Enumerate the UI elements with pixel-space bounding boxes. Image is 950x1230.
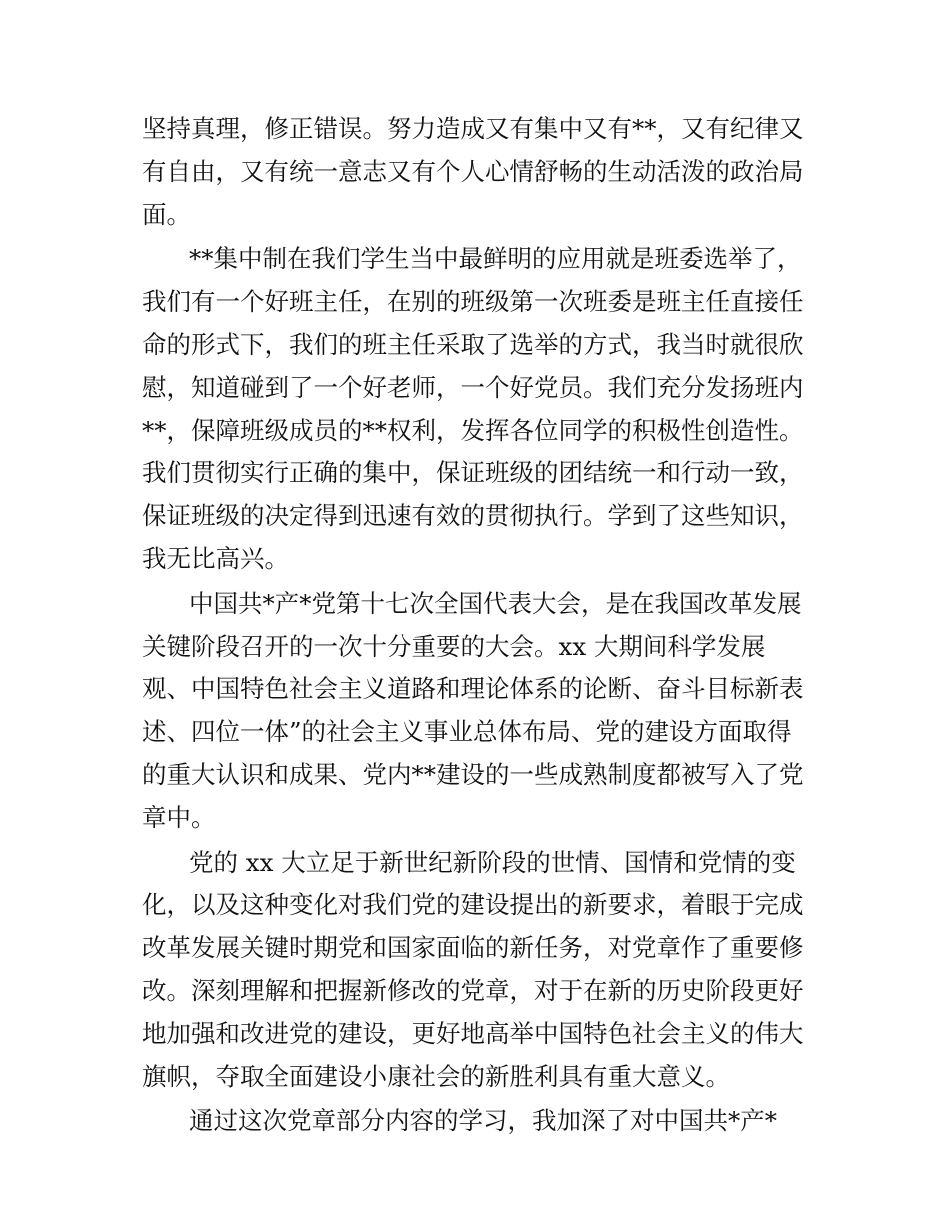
- text-line: 通过这次党章部分内容的学习，我加深了对中国共*产*: [189, 1106, 777, 1136]
- text-line: 中国共*产*党第十七次全国代表大会，是在我国改革发展: [189, 588, 802, 618]
- text-line: **，保障班级成员的**权利，发挥各位同学的积极性创造性。: [142, 415, 804, 445]
- text-line: 我们有一个好班主任，在别的班级第一次班委是班主任直接任: [142, 287, 804, 317]
- text-line: 的重大认识和成果、党内**建设的一些成熟制度都被写入了党: [142, 759, 804, 789]
- text-line: 关键阶段召开的一次十分重要的大会。xx 大期间科学发展: [142, 631, 766, 661]
- paragraph-4: [142, 842, 822, 1099]
- text-line: 改革发展关键时期党和国家面临的新任务，对党章作了重要修: [142, 933, 804, 963]
- paragraph-2: [142, 238, 822, 580]
- text-line: 命的形式下，我们的班主任采取了选举的方式，我当时就很欣: [142, 329, 804, 359]
- paragraph-1: [142, 108, 822, 236]
- text-line: 慰，知道碰到了一个好老师，一个好党员。我们充分发扬班内: [142, 372, 804, 402]
- text-line: 面。: [142, 199, 191, 229]
- text-line: 坚持真理，修正错误。努力造成又有集中又有**，又有纪律又: [142, 114, 804, 143]
- text-line: 章中。: [142, 802, 216, 832]
- text-line: 改。深刻理解和把握新修改的党章，对于在新的历史阶段更好: [142, 975, 804, 1005]
- document-body: [142, 108, 822, 1143]
- text-line: **集中制在我们学生当中最鲜明的应用就是班委选举了，: [189, 244, 802, 274]
- text-line: 保证班级的决定得到迅速有效的贯彻执行。学到了这些知识，: [142, 501, 804, 531]
- text-line: 地加强和改进党的建设，更好地高举中国特色社会主义的伟大: [142, 1018, 804, 1048]
- text-line: 党的 xx 大立足于新世纪新阶段的世情、国情和党情的变: [189, 847, 796, 877]
- text-line: 旗帜，夺取全面建设小康社会的新胜利具有重大意义。: [142, 1061, 730, 1091]
- paragraph-5: [142, 1100, 822, 1143]
- text-line: 我们贯彻实行正确的集中，保证班级的团结统一和行动一致，: [142, 458, 804, 488]
- text-line: 有自由，又有统一意志又有个人心情舒畅的生动活泼的政治局: [142, 156, 804, 186]
- text-line: 观、中国特色社会主义道路和理论体系的论断、奋斗目标新表: [142, 674, 804, 704]
- text-line: 我无比高兴。: [142, 543, 289, 573]
- paragraph-3: [142, 583, 822, 840]
- text-line: 述、四位一体”的社会主义事业总体布局、党的建设方面取得: [142, 717, 792, 747]
- text-line: 化，以及这种变化对我们党的建设提出的新要求，着眼于完成: [142, 890, 804, 920]
